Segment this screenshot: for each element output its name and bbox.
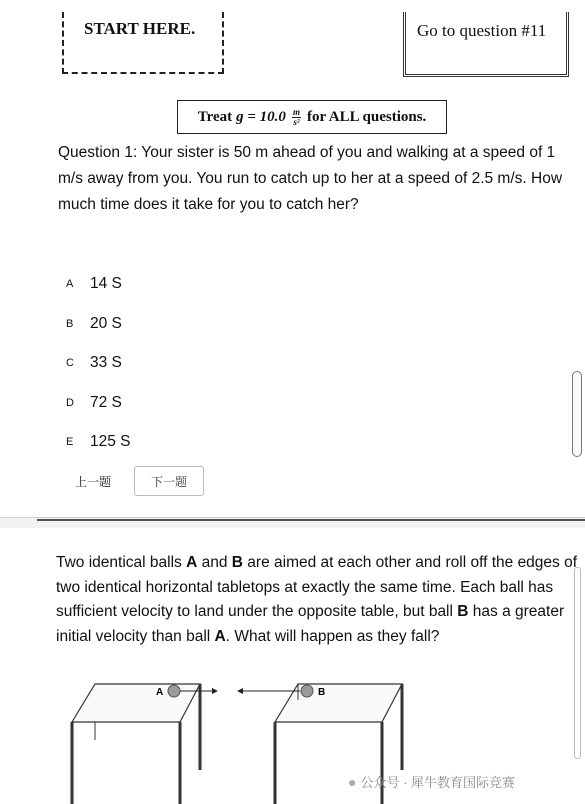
option-c[interactable] xyxy=(66,352,122,374)
goto-question-label: Go to question #11 xyxy=(417,21,547,40)
question-1-text: Question 1: Your sister is 50 m ahead of you and walking at a speed of 1 m/s away from you. You run to catch up to her at a speed of 2.5 m/s. How much time does it take for you to catch her? xyxy=(58,144,563,213)
divider-line xyxy=(37,519,585,521)
q2-part4: has a greater initial velocity than ball xyxy=(56,603,565,645)
ball-b-ref: B xyxy=(231,554,243,571)
watermark-text: 公众号 · 犀牛教育国际竞赛 xyxy=(360,775,516,790)
option-d[interactable] xyxy=(66,392,122,414)
option-value: 33 S xyxy=(90,354,122,371)
option-a[interactable] xyxy=(66,273,122,295)
constant-prefix: Treat xyxy=(197,108,233,125)
ball-a-ref: A xyxy=(186,554,198,571)
unit-numerator: m xyxy=(292,106,300,117)
ball-a-ref-2: A xyxy=(214,627,226,645)
next-question-button[interactable]: 下一题 xyxy=(134,466,204,496)
unit-denominator: s² xyxy=(293,116,300,127)
arrow-a-head xyxy=(212,688,218,694)
option-letter: C xyxy=(66,357,74,369)
arrow-b-head xyxy=(237,688,243,694)
option-letter: D xyxy=(66,397,74,409)
option-value: 72 S xyxy=(90,394,122,411)
q2-part1: Two identical balls xyxy=(56,554,187,571)
q2-part2: and xyxy=(197,554,232,571)
option-value: 14 S xyxy=(90,275,122,292)
scrollbar-thumb[interactable] xyxy=(572,371,582,457)
option-value: 20 S xyxy=(90,315,122,332)
left-table xyxy=(72,684,200,804)
option-e[interactable] xyxy=(66,431,131,453)
option-letter: B xyxy=(66,318,74,330)
option-letter: A xyxy=(66,278,74,290)
ball-b xyxy=(301,685,313,697)
ball-b-label: B xyxy=(318,687,326,698)
ball-b-ref-2: B xyxy=(457,603,469,620)
option-b[interactable] xyxy=(66,313,122,335)
constant-equation: g = 10.0 xyxy=(236,108,286,125)
question-2-text xyxy=(56,551,578,649)
constant-suffix: for ALL questions. xyxy=(306,108,427,125)
option-value: 125 S xyxy=(90,433,131,450)
watermark xyxy=(348,772,515,791)
constant-unit xyxy=(292,108,301,127)
option-letter: E xyxy=(66,436,74,448)
wechat-icon: ● xyxy=(348,773,357,790)
prev-question-button[interactable]: 上一题 xyxy=(75,475,112,489)
start-here-label: START HERE. xyxy=(84,19,196,38)
ball-a xyxy=(168,685,180,697)
q2-part3: are aimed at each other and roll off the edges of two identical horizontal tabletops at exactly the same time. Each ball has sufficient velocity to land under the opposite table, but ball xyxy=(56,554,578,620)
gravity-constant-box xyxy=(177,100,447,134)
ball-a-label: A xyxy=(156,687,164,698)
q2-part5: . What will happen as they fall? xyxy=(225,627,440,645)
